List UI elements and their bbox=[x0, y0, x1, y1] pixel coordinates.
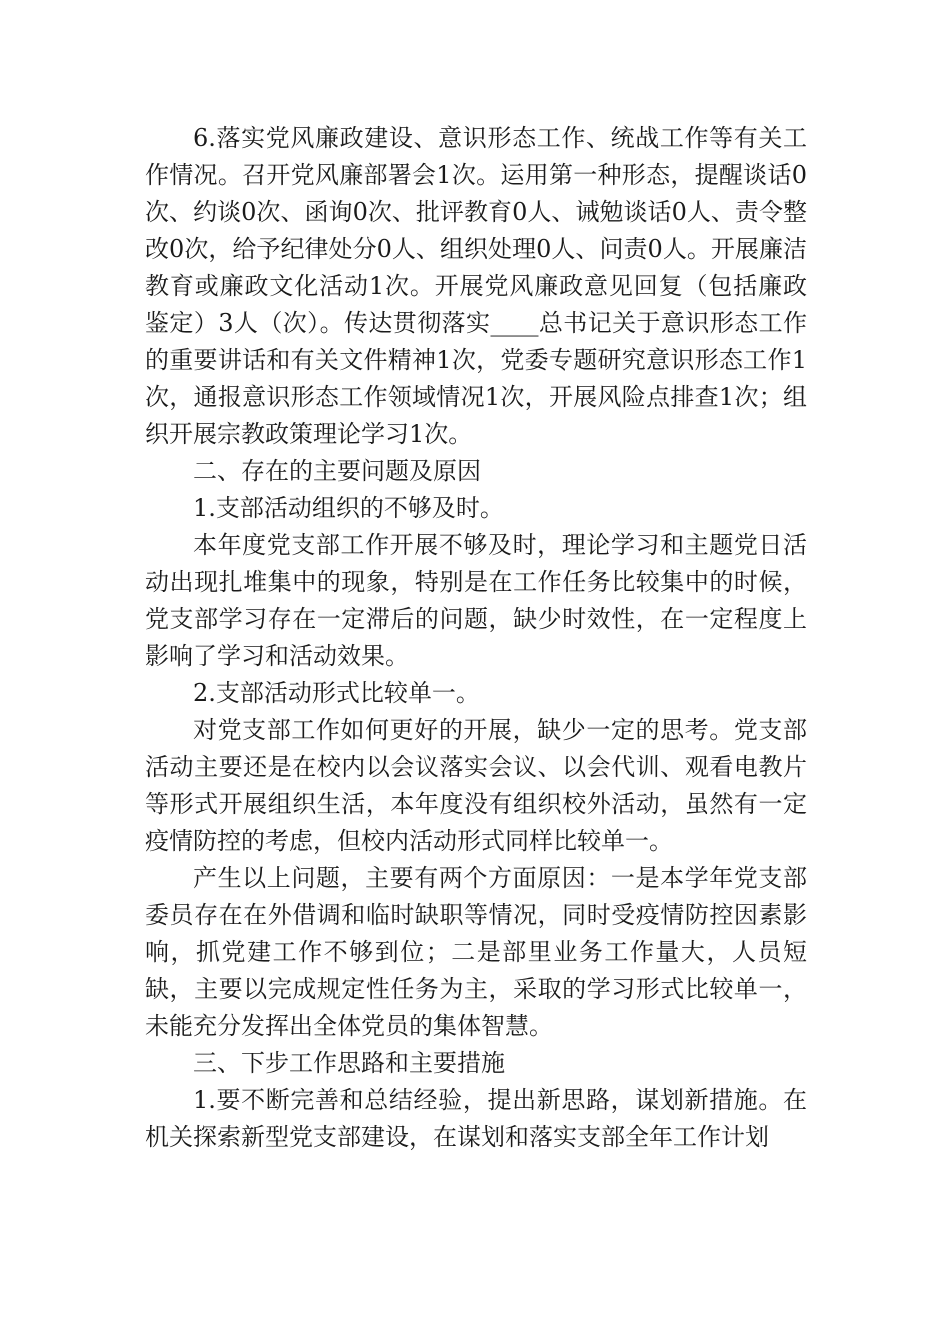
measure-1: 1.要不断完善和总结经验，提出新思路，谋划新措施。在机关探索新型党支部建设，在谋划和落实支部全年工作计划 bbox=[145, 1086, 807, 1151]
section-heading-next-steps: 三、下步工作思路和主要措施 bbox=[193, 1049, 505, 1077]
problem-body-2: 对党支部工作如何更好的开展，缺少一定的思考。党支部活动主要还是在校内以会议落实会议、以会代训、观看电教片等形式开展组织生活，本年度没有组织校外活动，虽然有一定疫情防控的考虑，但校内活动形式同样比较单一。 bbox=[145, 716, 807, 855]
problem-causes: 产生以上问题，主要有两个方面原因：一是本学年党支部委员存在在外借调和临时缺职等情况，同时受疫情防控因素影响，抓党建工作不够到位；二是部里业务工作量大，人员短缺，主要以完成规定性任务为主，采取的学习形式比较单一，未能充分发挥出全体党员的集体智慧。 bbox=[145, 864, 807, 1040]
paragraph-item-6-party-conduct: 6.落实党风廉政建设、意识形态工作、统战工作等有关工作情况。召开党风廉部署会1次。运用第一种形态，提醒谈话0次、约谈0次、函询0次、批评教育0人、诫勉谈话0人、责令整改0次，给予纪律处分0人、组织处理0人、问责0人。开展廉洁教育或廉政文化活动1次。开展党风廉政意见回复（包括廉政鉴定）3人（次）。传达贯彻落实____总书记关于意识形态工作的重要讲话和有关文件精神1次，党委专题研究意识形态工作1次，通报意识形态工作领域情况1次，开展风险点排查1次；组织开展宗教政策理论学习1次。 bbox=[145, 124, 807, 448]
problem-body-1: 本年度党支部工作开展不够及时，理论学习和主题党日活动出现扎堆集中的现象，特别是在工作任务比较集中的时候，党支部学习存在一定滞后的问题，缺少时效性，在一定程度上影响了学习和活动效果。 bbox=[145, 531, 807, 670]
section-heading-problems: 二、存在的主要问题及原因 bbox=[193, 457, 481, 485]
problem-heading-1: 1.支部活动组织的不够及时。 bbox=[193, 494, 504, 522]
problem-heading-2: 2.支部活动形式比较单一。 bbox=[193, 679, 480, 707]
document-page bbox=[145, 120, 807, 1156]
